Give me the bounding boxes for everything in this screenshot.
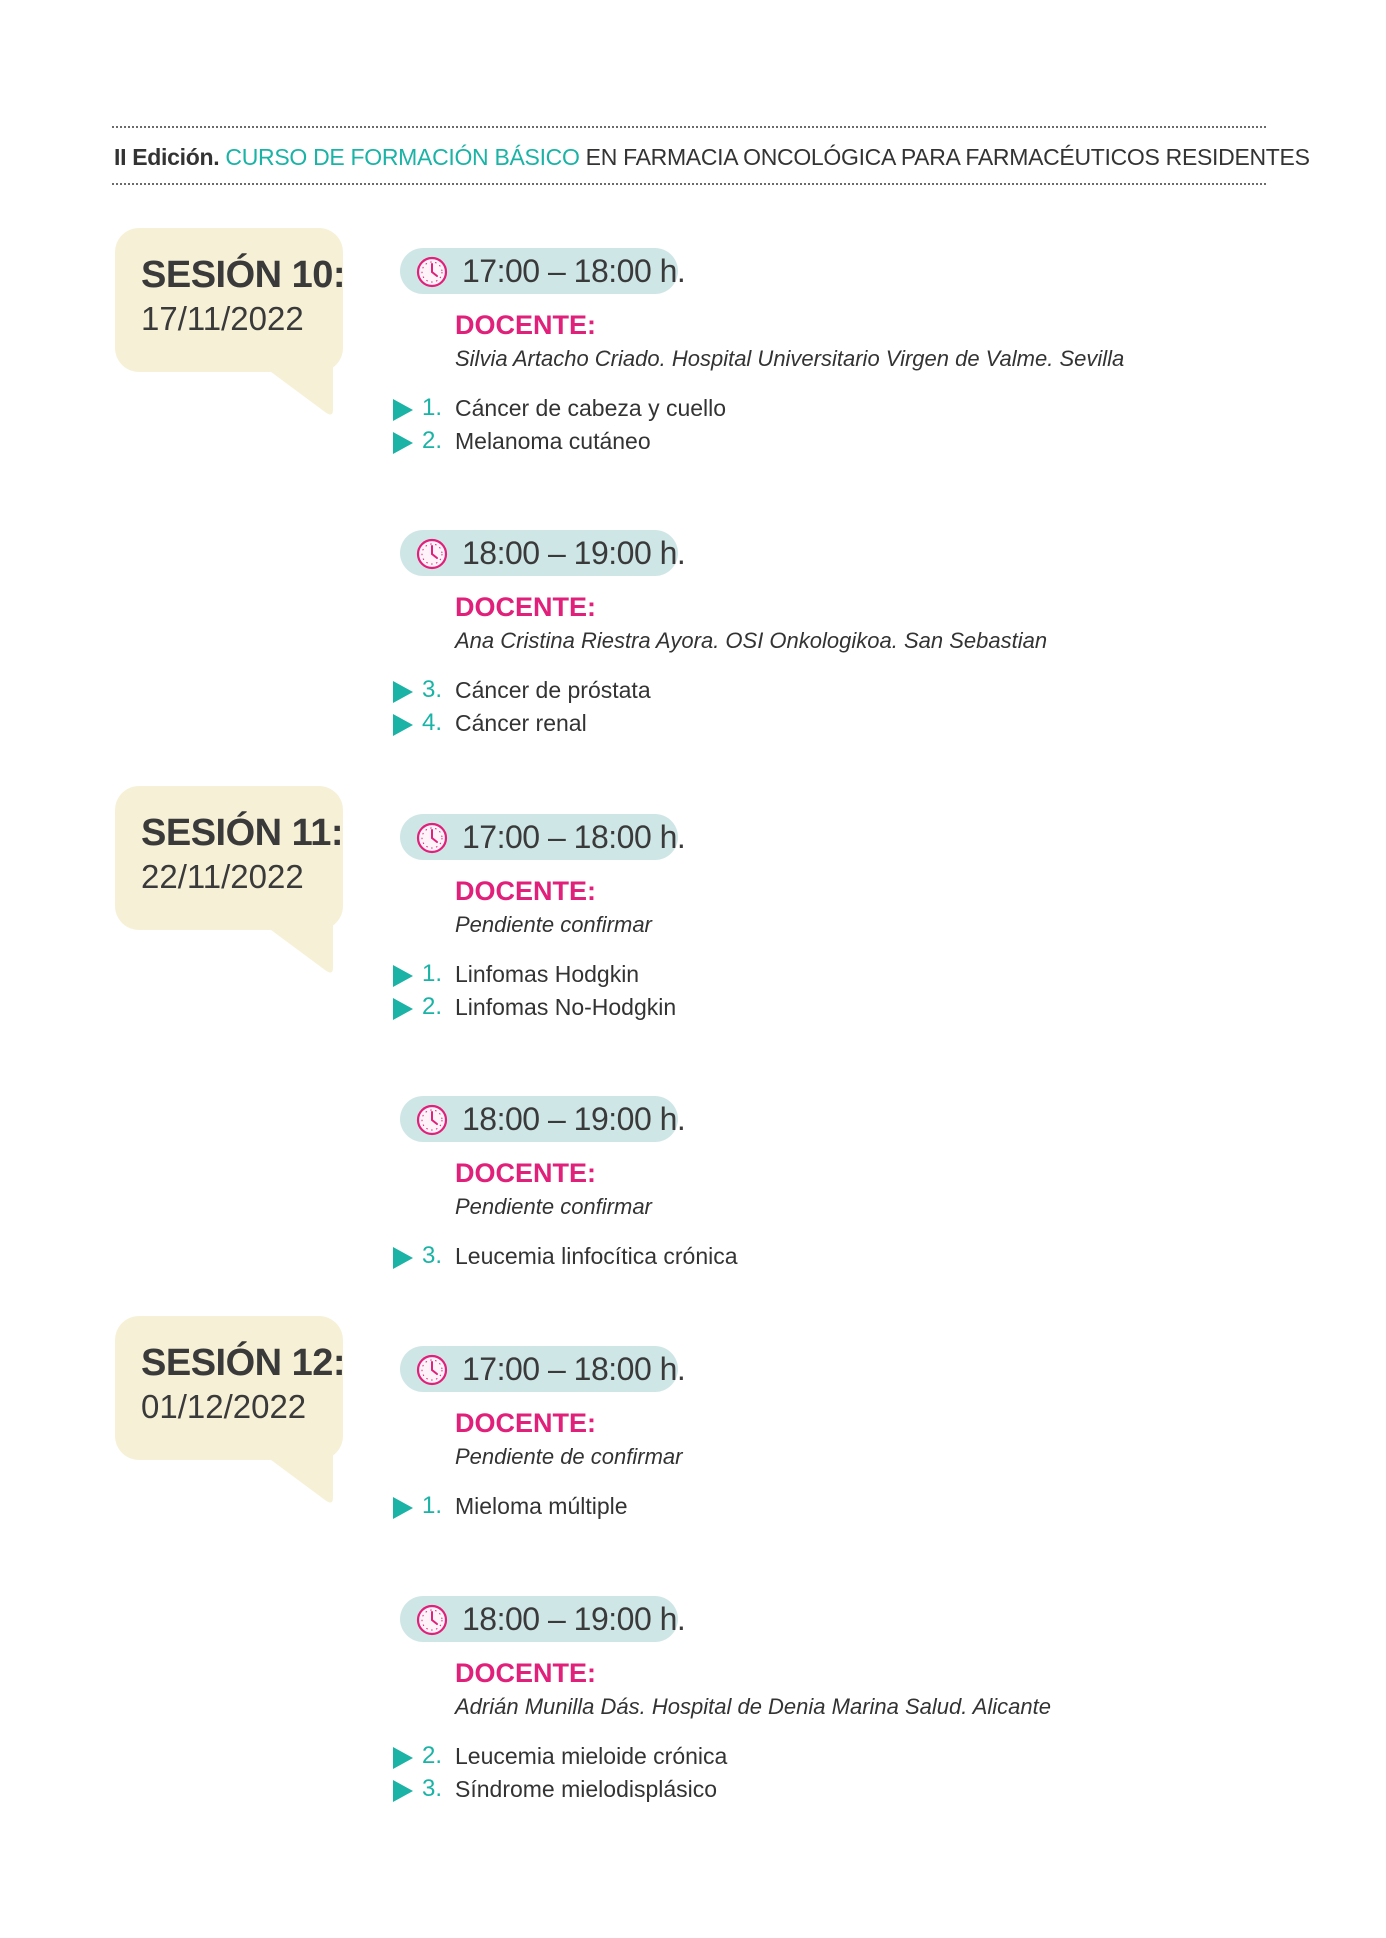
- triangle-bullet-icon: [393, 998, 413, 1020]
- session-date: 17/11/2022: [141, 300, 304, 337]
- docente-name: Pendiente confirmar: [455, 1194, 652, 1219]
- topic-text: Linfomas Hodgkin: [455, 961, 640, 987]
- triangle-bullet-icon: [393, 399, 413, 421]
- topic-number: 3.: [422, 1775, 443, 1802]
- topic-text: Linfomas No-Hodgkin: [455, 994, 677, 1020]
- course-title-highlight: CURSO DE FORMACIÓN BÁSICO: [225, 144, 580, 170]
- speech-bubble-tail: [263, 366, 333, 418]
- time-range: 17:00 – 18:00 h.: [462, 819, 686, 855]
- docente-label: DOCENTE:: [455, 1158, 596, 1188]
- clock-icon: [416, 538, 448, 570]
- clock-icon: [416, 822, 448, 854]
- session-date: 01/12/2022: [141, 1388, 307, 1425]
- topic-text: Síndrome mielodisplásico: [455, 1776, 718, 1802]
- time-pill: [400, 530, 686, 576]
- topic-text: Cáncer de cabeza y cuello: [455, 395, 727, 421]
- time-pill: [400, 1096, 686, 1142]
- docente-name: Ana Cristina Riestra Ayora. OSI Onkologikoa. San Sebastian: [455, 628, 1048, 653]
- topic-text: Mieloma múltiple: [455, 1493, 628, 1519]
- session-date: 22/11/2022: [141, 858, 304, 895]
- triangle-bullet-icon: [393, 1747, 413, 1769]
- topic-number: 1.: [422, 960, 443, 987]
- topic-number: 1.: [422, 1492, 443, 1519]
- topic-text: Leucemia linfocítica crónica: [455, 1243, 738, 1269]
- time-range: 18:00 – 19:00 h.: [462, 535, 686, 571]
- docente-name: Pendiente de confirmar: [455, 1444, 683, 1469]
- session-bubble: [115, 1316, 346, 1460]
- triangle-bullet-icon: [393, 1247, 413, 1269]
- topic-number: 2.: [422, 993, 443, 1020]
- time-pill: [400, 1596, 686, 1642]
- docente-name: Adrián Munilla Dás. Hospital de Denia Marina Salud. Alicante: [455, 1694, 1051, 1719]
- clock-icon: [416, 1104, 448, 1136]
- time-pill: [400, 1346, 686, 1392]
- triangle-bullet-icon: [393, 714, 413, 736]
- time-pill: [400, 814, 686, 860]
- course-title-rest: EN FARMACIA ONCOLÓGICA PARA FARMACÉUTICOS RESIDENTES: [585, 144, 1310, 170]
- topic-number: 3.: [422, 676, 443, 703]
- topic-text: Melanoma cutáneo: [455, 428, 651, 454]
- topic-number: 3.: [422, 1242, 443, 1269]
- time-range: 18:00 – 19:00 h.: [462, 1601, 686, 1637]
- topic-text: Leucemia mieloide crónica: [455, 1743, 728, 1769]
- triangle-bullet-icon: [393, 1780, 413, 1802]
- speech-bubble-tail: [263, 1454, 333, 1506]
- triangle-bullet-icon: [393, 965, 413, 987]
- speech-bubble-tail: [263, 924, 333, 976]
- docente-label: DOCENTE:: [455, 876, 596, 906]
- time-range: 17:00 – 18:00 h.: [462, 253, 686, 289]
- docente-label: DOCENTE:: [455, 592, 596, 622]
- session-bubble: [115, 228, 346, 372]
- triangle-bullet-icon: [393, 1497, 413, 1519]
- time-pill: [400, 248, 686, 294]
- topic-number: 4.: [422, 709, 443, 736]
- time-range: 18:00 – 19:00 h.: [462, 1101, 686, 1137]
- docente-name: Silvia Artacho Criado. Hospital Universitario Virgen de Valme. Sevilla: [455, 346, 1125, 371]
- dotted-divider-bottom: [112, 183, 1266, 185]
- clock-icon: [416, 1354, 448, 1386]
- topic-text: Cáncer renal: [455, 710, 587, 736]
- docente-label: DOCENTE:: [455, 310, 596, 340]
- session-title: SESIÓN 12:: [141, 1342, 346, 1384]
- session-title: SESIÓN 10:: [141, 254, 346, 296]
- edition-label: II Edición.: [114, 144, 220, 170]
- docente-label: DOCENTE:: [455, 1658, 596, 1688]
- topic-number: 2.: [422, 1742, 443, 1769]
- course-header: [112, 126, 1310, 185]
- docente-label: DOCENTE:: [455, 1408, 596, 1438]
- topic-text: Cáncer de próstata: [455, 677, 651, 703]
- session-title: SESIÓN 11:: [141, 812, 343, 854]
- topic-number: 2.: [422, 427, 443, 454]
- triangle-bullet-icon: [393, 432, 413, 454]
- session-bubble: [115, 786, 343, 930]
- docente-name: Pendiente confirmar: [455, 912, 652, 937]
- time-range: 17:00 – 18:00 h.: [462, 1351, 686, 1387]
- topic-number: 1.: [422, 394, 443, 421]
- course-title: [112, 128, 1310, 183]
- clock-icon: [416, 1604, 448, 1636]
- triangle-bullet-icon: [393, 681, 413, 703]
- clock-icon: [416, 256, 448, 288]
